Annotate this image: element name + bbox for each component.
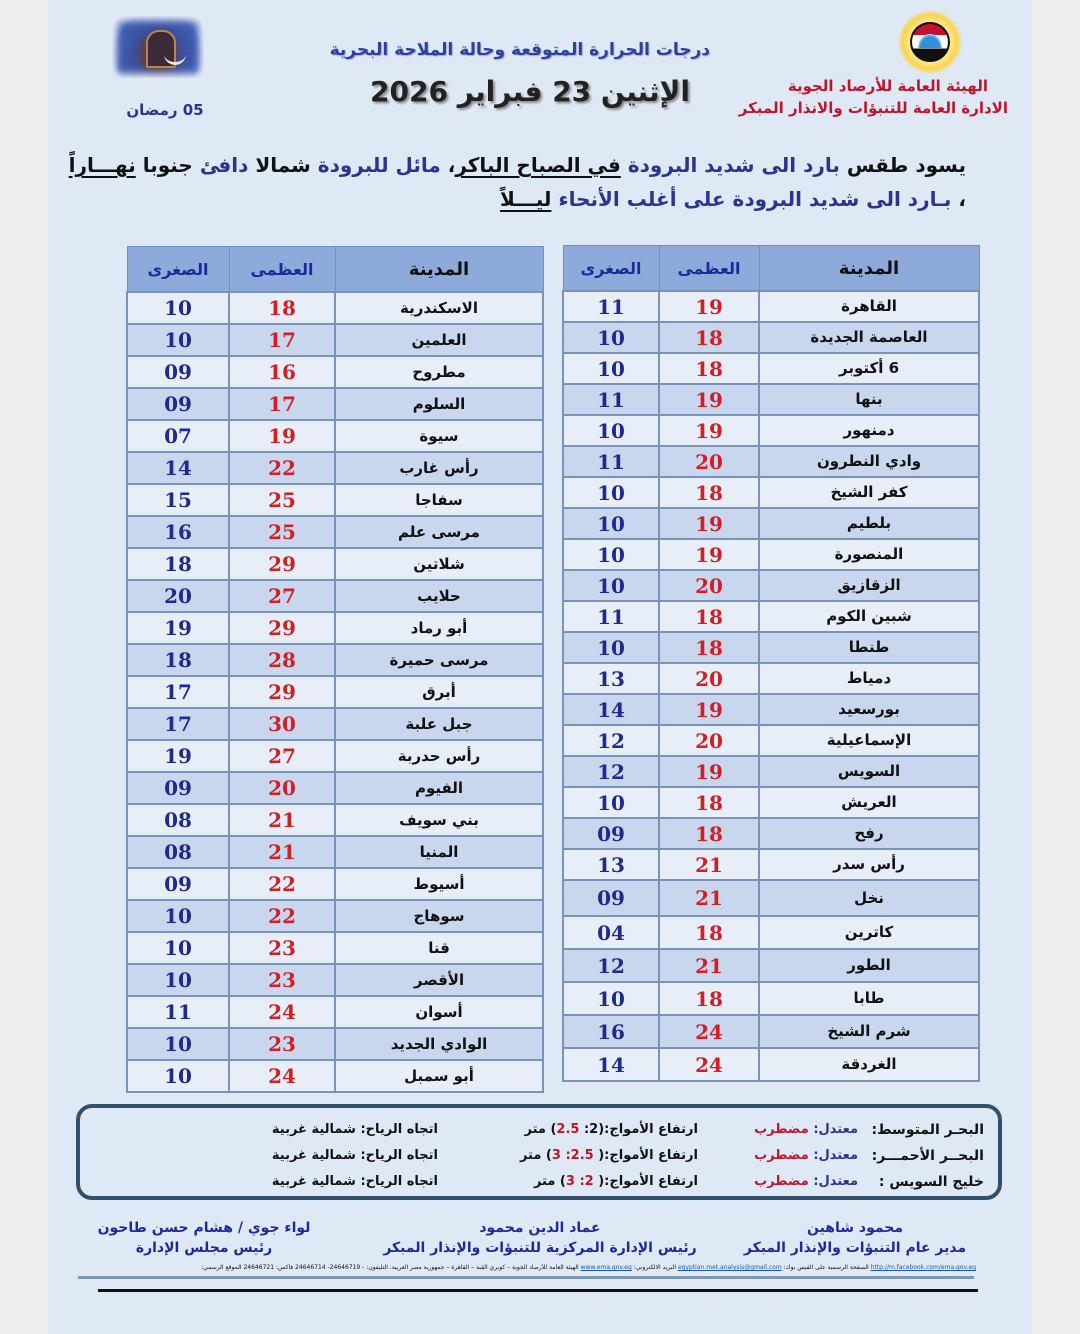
city-cell: مرسى علم bbox=[335, 516, 543, 548]
city-cell: مرسى حميرة bbox=[335, 644, 543, 676]
summary-line-1 bbox=[68, 148, 966, 182]
table-row bbox=[563, 322, 979, 353]
wind-label: اتجاه الرياح: bbox=[360, 1122, 438, 1137]
city-cell: المنصورة bbox=[759, 539, 979, 570]
city-cell: الاسكندرية bbox=[335, 292, 543, 324]
table-row bbox=[563, 291, 979, 322]
max-temp-cell: 24 bbox=[659, 1048, 759, 1081]
max-temp-cell: 18 bbox=[229, 292, 335, 324]
city-cell: كاترين bbox=[759, 916, 979, 949]
max-temp-cell: 28 bbox=[229, 644, 335, 676]
max-temp-cell: 30 bbox=[229, 708, 335, 740]
city-cell: رأس غارب bbox=[335, 452, 543, 484]
min-temp-cell: 12 bbox=[563, 949, 659, 982]
table-row bbox=[127, 804, 543, 836]
sea-row-gulf-of-suez bbox=[80, 1170, 998, 1194]
min-temp-cell: 10 bbox=[127, 324, 229, 356]
max-temp-cell: 18 bbox=[659, 601, 759, 632]
city-column-header: المدينة bbox=[335, 247, 543, 293]
table-row bbox=[127, 548, 543, 580]
city-cell: سوهاج bbox=[335, 900, 543, 932]
table-row bbox=[563, 446, 979, 477]
max-temp-cell: 24 bbox=[229, 1060, 335, 1092]
signature-central-admin-head bbox=[370, 1218, 710, 1258]
max-temp-cell: 22 bbox=[229, 900, 335, 932]
sea-row-mediterranean bbox=[80, 1118, 998, 1142]
min-temp-cell: 19 bbox=[127, 740, 229, 772]
summary-segment: نهـــاراً bbox=[68, 153, 136, 177]
max-temp-cell: 21 bbox=[229, 804, 335, 836]
table-row bbox=[127, 452, 543, 484]
table-row bbox=[127, 996, 543, 1028]
max-temp-cell: 29 bbox=[229, 676, 335, 708]
table-row bbox=[127, 868, 543, 900]
city-cell: طابا bbox=[759, 982, 979, 1015]
max-temp-cell: 18 bbox=[659, 632, 759, 663]
city-cell: العلمين bbox=[335, 324, 543, 356]
website-link[interactable]: www.ema.gov.eg bbox=[580, 1264, 632, 1271]
max-temp-cell: 19 bbox=[659, 291, 759, 322]
city-cell: القاهرة bbox=[759, 291, 979, 322]
min-temp-cell: 12 bbox=[563, 756, 659, 787]
min-temp-cell: 10 bbox=[127, 900, 229, 932]
min-temp-cell: 12 bbox=[563, 725, 659, 756]
table-row bbox=[127, 676, 543, 708]
city-cell: العريش bbox=[759, 787, 979, 818]
table-row bbox=[563, 849, 979, 880]
city-cell: جبل علبة bbox=[335, 708, 543, 740]
bulletin-date: الإثنين 23 فبراير 2026 bbox=[370, 75, 690, 108]
city-cell: شبين الكوم bbox=[759, 601, 979, 632]
min-temp-cell: 15 bbox=[127, 484, 229, 516]
city-column-header: المدينة bbox=[759, 246, 979, 292]
max-temp-cell: 19 bbox=[229, 420, 335, 452]
waves-unit: ) متر bbox=[524, 1122, 557, 1137]
max-temp-cell: 21 bbox=[659, 849, 759, 880]
min-temp-cell: 16 bbox=[127, 516, 229, 548]
max-temp-cell: 19 bbox=[659, 415, 759, 446]
signatory-name: لواء جوي / هشام حسن طاحون bbox=[97, 1220, 311, 1236]
city-cell: رأس حدربة bbox=[335, 740, 543, 772]
max-temp-cell: 22 bbox=[229, 868, 335, 900]
wind-value: شمالية غربية bbox=[271, 1148, 356, 1163]
max-temp-cell: 19 bbox=[659, 756, 759, 787]
max-temp-cell: 20 bbox=[659, 663, 759, 694]
min-temp-cell: 16 bbox=[563, 1015, 659, 1048]
waves-unit: ) متر bbox=[519, 1148, 552, 1163]
waves-label: ارتفاع الأمواج:( bbox=[593, 1174, 698, 1189]
min-temp-cell: 14 bbox=[563, 694, 659, 725]
min-temp-cell: 10 bbox=[563, 415, 659, 446]
min-temp-cell: 10 bbox=[127, 292, 229, 324]
waves-label: ارتفاع الأمواج:( bbox=[593, 1148, 698, 1163]
max-temp-cell: 29 bbox=[229, 612, 335, 644]
min-temp-cell: 10 bbox=[563, 477, 659, 508]
summary-segment: ، bbox=[951, 187, 966, 211]
ema-logo-icon bbox=[898, 10, 962, 74]
email-label: البريد الالكتروني: bbox=[633, 1264, 677, 1271]
table-row bbox=[563, 982, 979, 1015]
waves-max: 3 bbox=[551, 1148, 561, 1163]
max-temp-cell: 20 bbox=[229, 772, 335, 804]
waves-max: 2.5 bbox=[556, 1122, 580, 1137]
max-temp-cell: 27 bbox=[229, 740, 335, 772]
city-cell: الطور bbox=[759, 949, 979, 982]
sea-state-a: معتدل: bbox=[813, 1148, 858, 1163]
table-row bbox=[563, 663, 979, 694]
min-temp-cell: 11 bbox=[127, 996, 229, 1028]
city-cell: دمياط bbox=[759, 663, 979, 694]
min-temp-cell: 13 bbox=[563, 663, 659, 694]
table-row bbox=[563, 477, 979, 508]
org-department: الادارة العامة للتنبؤات والانذار المبكر bbox=[738, 99, 1008, 117]
min-temp-cell: 09 bbox=[127, 356, 229, 388]
waves-min: 2.5: bbox=[560, 1148, 594, 1163]
max-temp-cell: 19 bbox=[659, 384, 759, 415]
min-temp-cell: 09 bbox=[563, 818, 659, 849]
summary-segment: جنوبا bbox=[135, 153, 193, 177]
summary-segment: يسود طقس bbox=[839, 153, 966, 177]
min-temp-cell: 11 bbox=[563, 446, 659, 477]
city-cell: أسيوط bbox=[335, 868, 543, 900]
max-temp-cell: 18 bbox=[659, 787, 759, 818]
city-cell: الوادي الجديد bbox=[335, 1028, 543, 1060]
table-row bbox=[563, 756, 979, 787]
city-cell: بورسعيد bbox=[759, 694, 979, 725]
table-row bbox=[127, 388, 543, 420]
org-name: الهيئة العامة للأرصاد الجوية bbox=[787, 77, 988, 95]
sea-row-red-sea bbox=[80, 1144, 998, 1168]
city-cell: نخل bbox=[759, 880, 979, 916]
city-cell: رأس سدر bbox=[759, 849, 979, 880]
summary-segment: بـارد الى شديد البرودة bbox=[725, 187, 952, 211]
table-row bbox=[563, 601, 979, 632]
city-cell: الغردقة bbox=[759, 1048, 979, 1081]
ramadan-lantern-icon bbox=[112, 16, 204, 78]
max-temp-cell: 29 bbox=[229, 548, 335, 580]
max-temp-cell: 23 bbox=[229, 932, 335, 964]
max-temp-cell: 21 bbox=[659, 880, 759, 916]
max-temp-cell: 25 bbox=[229, 484, 335, 516]
table-row bbox=[563, 632, 979, 663]
table-row bbox=[127, 612, 543, 644]
table-row bbox=[127, 356, 543, 388]
wind-label: اتجاه الرياح: bbox=[360, 1148, 438, 1163]
min-temp-cell: 11 bbox=[563, 601, 659, 632]
table-row bbox=[127, 1060, 543, 1092]
max-temp-cell: 24 bbox=[229, 996, 335, 1028]
hijri-date: 05 رمضان bbox=[126, 101, 204, 119]
max-temp-cell: 20 bbox=[659, 570, 759, 601]
city-cell: سيوة bbox=[335, 420, 543, 452]
bulletin-title: درجات الحرارة المتوقعة وحالة الملاحة البحرية bbox=[329, 40, 710, 60]
min-temp-cell: 18 bbox=[127, 644, 229, 676]
min-temp-cell: 09 bbox=[127, 388, 229, 420]
max-temp-cell: 23 bbox=[229, 1028, 335, 1060]
table-row bbox=[563, 539, 979, 570]
summary-segment: دافئ bbox=[192, 153, 249, 177]
city-cell: الأقصر bbox=[335, 964, 543, 996]
table-row bbox=[127, 740, 543, 772]
signatory-role: رئيس مجلس الإدارة bbox=[135, 1240, 273, 1256]
sea-name: البحــر الأحمـــر: bbox=[871, 1148, 984, 1164]
max-temp-cell: 19 bbox=[659, 539, 759, 570]
min-temp-cell: 11 bbox=[563, 384, 659, 415]
min-temp-cell: 10 bbox=[563, 787, 659, 818]
sea-name: خليج السويس : bbox=[878, 1174, 984, 1190]
max-temp-cell: 21 bbox=[229, 836, 335, 868]
sea-state-b: مضطرب bbox=[754, 1122, 809, 1137]
city-cell: شلاتين bbox=[335, 548, 543, 580]
table-row bbox=[563, 694, 979, 725]
table-row bbox=[127, 484, 543, 516]
min-temp-cell: 09 bbox=[127, 868, 229, 900]
temperature-table-left bbox=[126, 246, 544, 1093]
table-row bbox=[563, 787, 979, 818]
table-row bbox=[563, 508, 979, 539]
table-row bbox=[127, 836, 543, 868]
summary-segment: شمالا bbox=[248, 153, 311, 177]
min-temp-cell: 19 bbox=[127, 612, 229, 644]
city-cell: طنطا bbox=[759, 632, 979, 663]
waves-min: 2: bbox=[574, 1174, 594, 1189]
waves-label: ارتفاع الأمواج:( bbox=[598, 1122, 698, 1137]
min-column-header: الصغرى bbox=[563, 246, 659, 292]
table-row bbox=[127, 516, 543, 548]
min-temp-cell: 07 bbox=[127, 420, 229, 452]
summary-segment: مائل للبرودة bbox=[310, 153, 441, 177]
max-temp-cell: 21 bbox=[659, 949, 759, 982]
signature-forecast-director bbox=[730, 1218, 980, 1258]
min-temp-cell: 13 bbox=[563, 849, 659, 880]
city-cell: السويس bbox=[759, 756, 979, 787]
max-temp-cell: 17 bbox=[229, 388, 335, 420]
table-row bbox=[127, 708, 543, 740]
contact-footer bbox=[92, 1264, 976, 1272]
footer-divider bbox=[78, 1276, 974, 1279]
min-temp-cell: 17 bbox=[127, 676, 229, 708]
city-cell: بني سويف bbox=[335, 804, 543, 836]
table-row bbox=[563, 570, 979, 601]
table-row bbox=[127, 1028, 543, 1060]
sea-state-b: مضطرب bbox=[754, 1148, 809, 1163]
temperature-table-right bbox=[562, 245, 980, 1082]
city-cell: وادي النطرون bbox=[759, 446, 979, 477]
min-temp-cell: 09 bbox=[127, 772, 229, 804]
footer-rule bbox=[98, 1289, 978, 1292]
max-temp-cell: 18 bbox=[659, 818, 759, 849]
table-row bbox=[563, 880, 979, 916]
wind-label: اتجاه الرياح: bbox=[360, 1174, 438, 1189]
table-row bbox=[127, 772, 543, 804]
min-temp-cell: 18 bbox=[127, 548, 229, 580]
city-cell: الفيوم bbox=[335, 772, 543, 804]
city-cell: أسوان bbox=[335, 996, 543, 1028]
city-cell: السلوم bbox=[335, 388, 543, 420]
max-temp-cell: 18 bbox=[659, 322, 759, 353]
min-temp-cell: 17 bbox=[127, 708, 229, 740]
min-temp-cell: 10 bbox=[127, 1028, 229, 1060]
summary-segment: على أغلب الأنحاء bbox=[551, 187, 726, 211]
max-temp-cell: 24 bbox=[659, 1015, 759, 1048]
signatory-role: مدير عام التنبؤات والإنذار المبكر bbox=[743, 1240, 967, 1256]
city-cell: سفاجا bbox=[335, 484, 543, 516]
min-temp-cell: 08 bbox=[127, 804, 229, 836]
city-cell: رفح bbox=[759, 818, 979, 849]
max-temp-cell: 18 bbox=[659, 982, 759, 1015]
table-row bbox=[127, 580, 543, 612]
sea-state-b: مضطرب bbox=[754, 1174, 809, 1189]
city-cell: مطروح bbox=[335, 356, 543, 388]
city-cell: بلطيم bbox=[759, 508, 979, 539]
table-row bbox=[127, 292, 543, 324]
max-temp-cell: 16 bbox=[229, 356, 335, 388]
max-temp-cell: 27 bbox=[229, 580, 335, 612]
max-column-header: العظمى bbox=[229, 247, 335, 293]
min-temp-cell: 10 bbox=[127, 932, 229, 964]
facebook-link[interactable]: http://m.facebook.com/ema.gov.eg bbox=[870, 1264, 976, 1271]
signatory-role: رئيس الإدارة المركزية للتنبؤات والإنذار المبكر bbox=[383, 1240, 697, 1256]
city-cell: الإسماعيلية bbox=[759, 725, 979, 756]
city-cell: قنا bbox=[335, 932, 543, 964]
city-cell: بنها bbox=[759, 384, 979, 415]
city-cell: أبو رماد bbox=[335, 612, 543, 644]
max-temp-cell: 22 bbox=[229, 452, 335, 484]
table-row bbox=[563, 1048, 979, 1081]
address-text: الهيئة العامة للأرصاد الجوية – كوبري القبة – القاهرة – جمهورية مصر العربية. التليفون: - 24646719- 24646714 فاكس: 24646721 الموقع الرسمي: bbox=[201, 1264, 579, 1271]
min-temp-cell: 10 bbox=[127, 964, 229, 996]
summary-line-2 bbox=[86, 182, 966, 216]
sea-state-a: معتدل: bbox=[813, 1122, 858, 1137]
min-temp-cell: 04 bbox=[563, 916, 659, 949]
city-cell: 6 أكتوبر bbox=[759, 353, 979, 384]
table-row bbox=[563, 1015, 979, 1048]
table-row bbox=[563, 384, 979, 415]
signatory-name: محمود شاهين bbox=[806, 1220, 904, 1236]
table-row bbox=[563, 415, 979, 446]
min-temp-cell: 08 bbox=[127, 836, 229, 868]
table-row bbox=[127, 644, 543, 676]
signature-board-chairman bbox=[84, 1218, 324, 1258]
min-temp-cell: 10 bbox=[563, 982, 659, 1015]
marine-conditions-box bbox=[76, 1104, 1002, 1200]
wind-value: شمالية غربية bbox=[271, 1174, 356, 1189]
table-row bbox=[563, 916, 979, 949]
max-temp-cell: 23 bbox=[229, 964, 335, 996]
city-cell: أبو سمبل bbox=[335, 1060, 543, 1092]
min-temp-cell: 10 bbox=[563, 508, 659, 539]
sea-state-a: معتدل: bbox=[813, 1174, 858, 1189]
table-row bbox=[563, 725, 979, 756]
signatory-name: عماد الدين محمود bbox=[479, 1220, 601, 1236]
city-cell: كفر الشيخ bbox=[759, 477, 979, 508]
city-cell: حلايب bbox=[335, 580, 543, 612]
table-row bbox=[563, 353, 979, 384]
table-row bbox=[127, 420, 543, 452]
city-cell: الزقازيق bbox=[759, 570, 979, 601]
max-temp-cell: 18 bbox=[659, 353, 759, 384]
max-temp-cell: 20 bbox=[659, 725, 759, 756]
min-temp-cell: 14 bbox=[127, 452, 229, 484]
table-row bbox=[563, 949, 979, 982]
min-column-header: الصغرى bbox=[127, 247, 229, 293]
email-link[interactable]: egyptian.met.analysis@gmail.com bbox=[677, 1264, 782, 1271]
min-temp-cell: 11 bbox=[563, 291, 659, 322]
city-cell: أبرق bbox=[335, 676, 543, 708]
max-temp-cell: 25 bbox=[229, 516, 335, 548]
table-row bbox=[127, 964, 543, 996]
max-temp-cell: 17 bbox=[229, 324, 335, 356]
max-temp-cell: 19 bbox=[659, 508, 759, 539]
wind-value: شمالية غربية bbox=[271, 1122, 356, 1137]
table-row bbox=[127, 900, 543, 932]
min-temp-cell: 10 bbox=[563, 570, 659, 601]
waves-min: 2: bbox=[579, 1122, 599, 1137]
summary-segment: ليـــلاً bbox=[500, 187, 552, 211]
min-temp-cell: 10 bbox=[563, 539, 659, 570]
max-temp-cell: 18 bbox=[659, 916, 759, 949]
max-column-header: العظمى bbox=[659, 246, 759, 292]
summary-segment: في الصباح الباكر bbox=[455, 153, 621, 177]
sea-name: البحـر المتوسط: bbox=[871, 1122, 984, 1138]
summary-segment: بارد الى شديد البرودة bbox=[620, 153, 840, 177]
max-temp-cell: 19 bbox=[659, 694, 759, 725]
facebook-label: الصفحة الرسمية على الفيس بوك: bbox=[783, 1264, 869, 1271]
max-temp-cell: 18 bbox=[659, 477, 759, 508]
table-row bbox=[127, 324, 543, 356]
max-temp-cell: 20 bbox=[659, 446, 759, 477]
table-row bbox=[563, 818, 979, 849]
min-temp-cell: 10 bbox=[563, 632, 659, 663]
city-cell: دمنهور bbox=[759, 415, 979, 446]
min-temp-cell: 09 bbox=[563, 880, 659, 916]
min-temp-cell: 20 bbox=[127, 580, 229, 612]
city-cell: العاصمة الجديدة bbox=[759, 322, 979, 353]
weather-summary bbox=[68, 148, 966, 216]
table-row bbox=[127, 932, 543, 964]
waves-unit: ) متر bbox=[533, 1174, 566, 1189]
min-temp-cell: 10 bbox=[563, 322, 659, 353]
city-cell: شرم الشيخ bbox=[759, 1015, 979, 1048]
city-cell: المنيا bbox=[335, 836, 543, 868]
summary-segment: ، bbox=[440, 153, 456, 177]
waves-max: 3 bbox=[565, 1174, 575, 1189]
min-temp-cell: 10 bbox=[563, 353, 659, 384]
min-temp-cell: 10 bbox=[127, 1060, 229, 1092]
min-temp-cell: 14 bbox=[563, 1048, 659, 1081]
